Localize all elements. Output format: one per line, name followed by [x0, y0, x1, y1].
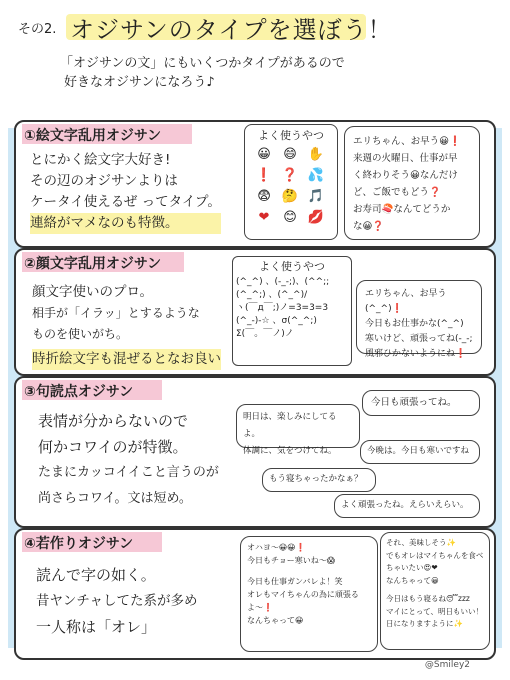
message-line: 日になりますように✨: [386, 619, 463, 628]
intro-text: [60, 54, 345, 92]
emoji-list-box: [244, 124, 338, 240]
emoji-icon: 😄: [283, 147, 297, 162]
desc-line: 相手が「イラッ」とするような: [32, 306, 200, 320]
desc-line: たまにカッコイイこと言うのが: [38, 465, 219, 480]
emoji-icon: ❓: [281, 168, 299, 183]
message-bubble: [236, 404, 360, 456]
message-bubble: [344, 126, 480, 240]
message-bubble: [356, 280, 482, 359]
message-line: エリちゃん、お早う(^_^)❗: [365, 289, 447, 314]
message-line: 今日も仕事ガンバレよ！笑: [247, 577, 343, 586]
message-line: よく頑張ったね。えらいえらい。: [341, 500, 469, 510]
message-line: ど、ご飯でもどう❓: [353, 187, 441, 198]
message-line: [247, 567, 371, 575]
message-line: もう寝ちゃったかなぁ？: [269, 474, 363, 484]
message-bubble: [360, 440, 480, 464]
credit-handle: @Smiley2: [424, 660, 470, 670]
section-2-title: ②顔文字乱用オジサン: [24, 256, 162, 272]
emoji-icon: 💦: [307, 168, 325, 183]
section-1-description: [30, 150, 221, 234]
message-line: 来週の火曜日、仕事が早: [353, 153, 458, 164]
desc-line: ものを使いがち。: [32, 327, 129, 341]
message-bubble: [362, 390, 480, 416]
desc-line: ケータイ使えるぜ ってタイプ。: [30, 194, 221, 210]
message-line: 今日もお仕事かな(^_^): [365, 319, 464, 329]
message-line: 今日もチョー寒いね〜😱: [247, 556, 336, 565]
desc-line: 昔ヤンチャしてた系が多め: [36, 593, 198, 609]
message-line: エリちゃん、お早う😀❗: [353, 136, 461, 147]
intro-line-1: 「オジサンの文」にもいくつかタイプがあるので: [60, 56, 345, 71]
kaomoji-list-header: よく使うやつ: [259, 260, 325, 273]
message-line: ちゃいたい😍❤: [386, 563, 438, 572]
emoji-grid: [251, 147, 329, 225]
emoji-icon: 🎵: [307, 189, 325, 204]
desc-line: 何かコワイのが特徴。: [38, 438, 188, 456]
message-line: 今日はもう寝るね😴zzz: [386, 594, 470, 603]
title-prefix: その2.: [18, 22, 57, 37]
kaomoji-line: (^_^;) 、(^_^)/: [236, 290, 308, 300]
message-line: それ、美味しそう✨: [386, 538, 456, 547]
section-4-description: [36, 562, 197, 640]
message-line: 寒いけど、頑張ってね(-_-;: [365, 334, 473, 344]
section-4-title: ④若作りオジサン: [24, 536, 134, 552]
message-line: オレもマイちゃんの為に頑張る: [247, 590, 359, 599]
emoji-icon: ❤: [258, 210, 270, 225]
emoji-icon: ❗: [255, 168, 273, 183]
message-bubble: [240, 536, 378, 652]
kaomoji-line: (^_-)-☆ 、σ(^_^;): [236, 316, 317, 326]
message-line: お寿司🍣なんてどうか: [353, 204, 451, 215]
desc-line: 連絡がマメなのも特徴。: [30, 213, 221, 234]
kaomoji-line: Σ(￣。￣ノ)ノ: [236, 329, 294, 339]
message-line: オハヨ〜😀😀❗: [247, 543, 306, 552]
emoji-icon: 💋: [307, 210, 325, 225]
section-3-title: ③句読点オジサン: [24, 384, 134, 400]
message-line: でもオレはマイちゃんを食べ: [386, 550, 484, 560]
message-line: な😀❓: [353, 221, 385, 232]
message-bubble: [334, 494, 480, 518]
desc-line: その辺のオジサンよりは: [30, 173, 178, 189]
emoji-icon: ✋: [307, 147, 325, 162]
intro-line-2: 好きなオジサンになろう♪: [64, 75, 215, 90]
desc-line: 読んで字の如く。: [36, 566, 156, 584]
page-title: オジサンのタイプを選ぼう！: [70, 16, 393, 44]
message-line: 今日も頑張ってね。: [371, 397, 457, 408]
emoji-icon: 😊: [283, 210, 297, 225]
message-line: 明日は、楽しみにしてるよ。: [243, 412, 337, 439]
desc-line: 表情が分からないので: [38, 412, 189, 430]
desc-line: とにかく絵文字大好き!: [30, 152, 171, 168]
emoji-list-header: よく使うやつ: [258, 129, 324, 142]
emoji-icon: 😨: [257, 189, 271, 204]
section-3-description: [38, 408, 219, 512]
message-line: 体調に、気をつけてね。: [243, 446, 337, 456]
emoji-icon: 🤔: [281, 189, 299, 204]
kaomoji-list-box: [232, 256, 352, 366]
emoji-icon: 😀: [257, 147, 271, 162]
section-2-description: [32, 282, 221, 370]
desc-line: 尚さらコワイ。文は短め。: [38, 491, 192, 506]
message-line: マイにとって、明日もいい！: [386, 606, 484, 616]
message-line: く終わりそう😀なんだけ: [353, 170, 458, 181]
message-line: なんちゃって😀: [386, 575, 439, 585]
kaomoji-list: [233, 276, 351, 341]
desc-line: 顔文字使いのプロ。: [32, 284, 153, 300]
kaomoji-line: ヽ(￣д￣;)ノ=3=3=3: [236, 303, 329, 313]
message-line: よ〜❗: [247, 603, 273, 612]
section-1-title: ①絵文字乱用オジサン: [24, 128, 162, 144]
kaomoji-line: (^_^) 、(-_-;)、(^^;;: [236, 277, 330, 287]
message-bubble: [380, 532, 490, 650]
message-line: なんちゃって😀: [247, 616, 304, 625]
desc-line: 時折絵文字も混ぜるとなお良い: [32, 349, 221, 370]
message-bubble: [262, 468, 376, 492]
desc-line: 一人称は「オレ」: [36, 618, 157, 636]
message-line: 風邪ひかないようにね❗: [365, 349, 467, 359]
message-line: 今晩は。今日も寒いですね: [367, 446, 470, 456]
